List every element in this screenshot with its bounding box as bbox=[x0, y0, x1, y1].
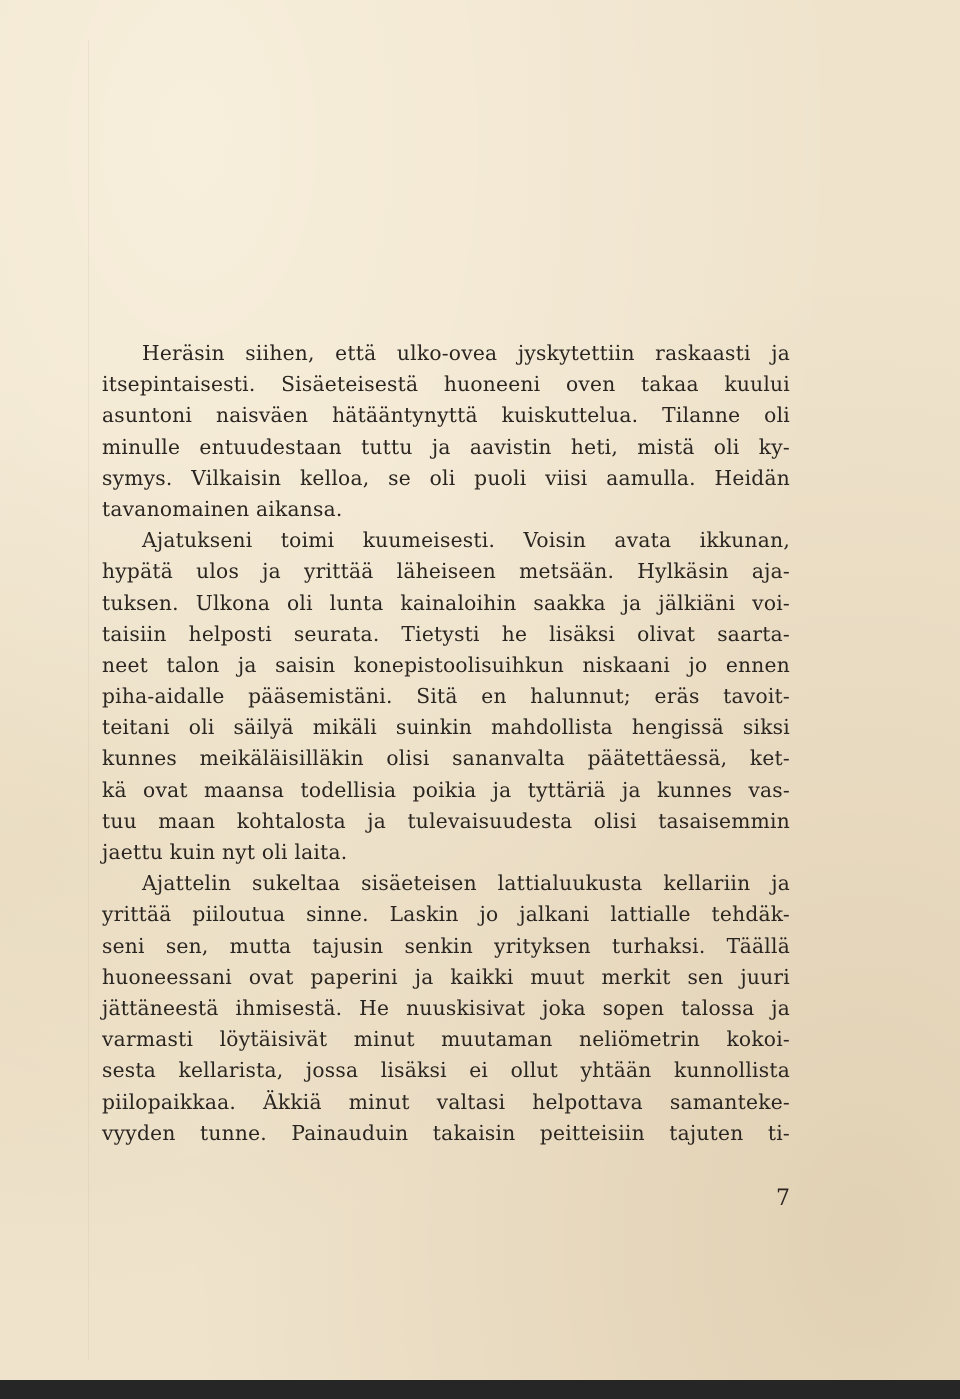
text-line: neet talon ja saisin konepistoolisuihkun niskaani jo ennen bbox=[102, 652, 790, 677]
text-line: minulle entuudestaan tuttu ja aavistin heti, mistä oli ky- bbox=[102, 434, 790, 459]
body-text bbox=[102, 338, 790, 1149]
text-line: jättäneestä ihmisestä. He nuuskisivat joka sopen talossa ja bbox=[102, 995, 790, 1020]
text-line: taisiin helposti seurata. Tietysti he lisäksi olivat saarta- bbox=[102, 621, 790, 646]
text-line: varmasti löytäisivät minut muutaman neliömetrin kokoi- bbox=[102, 1027, 790, 1052]
text-line: tavanomainen aikansa. bbox=[102, 496, 343, 521]
text-line: teitani oli säilyä mikäli suinkin mahdollista hengissä siksi bbox=[102, 715, 790, 740]
page-fold-line bbox=[88, 40, 89, 1360]
text-line: hypätä ulos ja yrittää läheiseen metsään. Hylkäsin aja- bbox=[102, 559, 790, 584]
text-line: Heräsin siihen, että ulko-ovea jyskytettiin raskaasti ja bbox=[142, 341, 790, 365]
page-number: 7 bbox=[776, 1186, 790, 1211]
text-line: piha-aidalle pääsemistäni. Sitä en halunnut; eräs tavoit- bbox=[102, 684, 790, 709]
text-line: sesta kellarista, jossa lisäksi ei ollut yhtään kunnollista bbox=[102, 1058, 790, 1083]
text-line: yrittää piiloutua sinne. Laskin jo jalkani lattialle tehdäk- bbox=[102, 902, 790, 927]
text-line: vyyden tunne. Painauduin takaisin peitteisiin tajuten ti- bbox=[102, 1120, 790, 1145]
text-line: kä ovat maansa todellisia poikia ja tyttäriä ja kunnes vas- bbox=[102, 777, 790, 802]
text-line: tuu maan kohtalosta ja tulevaisuudesta olisi tasaisemmin bbox=[102, 808, 790, 833]
text-line: itsepintaisesti. Sisäeteisestä huoneeni oven takaa kuului bbox=[102, 372, 790, 397]
text-line: Ajatukseni toimi kuumeisesti. Voisin avata ikkunan, bbox=[142, 528, 790, 553]
text-line: seni sen, mutta tajusin senkin yrityksen turhaksi. Täällä bbox=[102, 933, 790, 958]
text-line: piilopaikkaa. Äkkiä minut valtasi helpottava samanteke- bbox=[102, 1089, 790, 1114]
text-line: symys. Vilkaisin kelloa, se oli puoli viisi aamulla. Heidän bbox=[102, 465, 790, 490]
text-line: huoneessani ovat paperini ja kaikki muut merkit sen juuri bbox=[102, 964, 790, 989]
text-line: asuntoni naisväen hätääntynyttä kuiskuttelua. Tilanne oli bbox=[102, 403, 790, 428]
text-line: kunnes meikäläisilläkin olisi sananvalta päätettäessä, ket- bbox=[102, 746, 790, 771]
text-line: jaettu kuin nyt oli laita. bbox=[102, 840, 348, 864]
text-line: Ajattelin sukeltaa sisäeteisen lattialuukusta kellariin ja bbox=[142, 871, 790, 896]
text-line: tuksen. Ulkona oli lunta kainaloihin saakka ja jälkiäni voi- bbox=[102, 590, 790, 615]
scan-background-strip bbox=[0, 1380, 960, 1399]
